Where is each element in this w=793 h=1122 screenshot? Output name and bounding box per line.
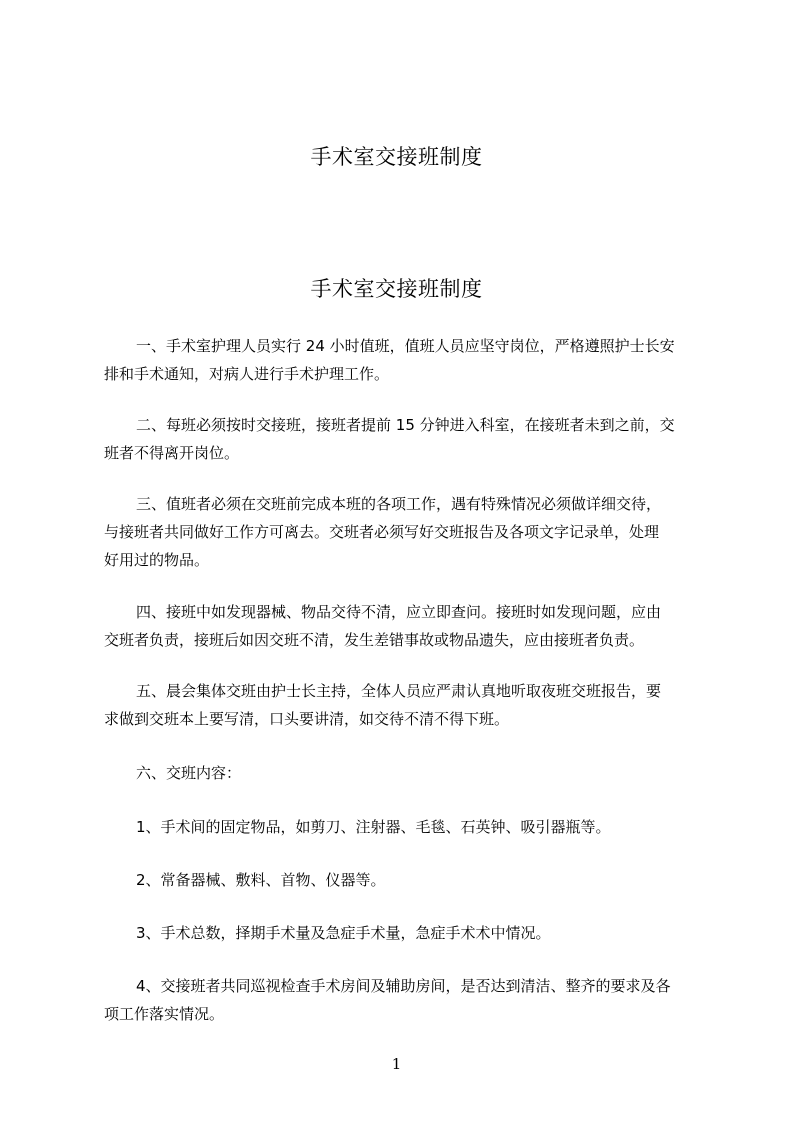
paragraph-line: 好用过的物品。: [104, 551, 210, 569]
paragraph-3: [104, 490, 712, 574]
paragraph-2: [104, 411, 712, 467]
paragraph-line: 四、接班中如发现器械、物品交待不清，应立即查问。接班时如发现问题，应由: [136, 603, 662, 621]
document-header-title: 手术室交接班制度: [310, 145, 483, 169]
list-item-1: [104, 813, 712, 841]
list-item-3: [104, 919, 712, 947]
paragraph-1: [104, 332, 712, 388]
paragraph-4: [104, 598, 712, 654]
paragraph-line: 3、手术总数，择期手术量及急症手术量，急症手术术中情况。: [136, 924, 551, 942]
document-title: 手术室交接班制度: [310, 277, 483, 301]
paragraph-line: 排和手术通知，对病人进行手术护理工作。: [104, 365, 390, 383]
page-number: 1: [391, 1055, 402, 1073]
paragraph-line: 1、手术间的固定物品，如剪刀、注射器、毛毯、石英钟、吸引器瓶等。: [136, 818, 611, 836]
list-item-4: [104, 972, 712, 1028]
paragraph-5: [104, 677, 712, 733]
paragraph-line: 一、手术室护理人员实行 24 小时值班，值班人员应坚守岗位，严格遵照护士长安: [136, 337, 675, 355]
paragraph-line: 二、每班必须按时交接班，接班者提前 15 分钟进入科室，在接班者未到之前，交: [136, 416, 675, 434]
paragraph-line: 六、交班内容：: [136, 764, 242, 782]
paragraph-line: 与接班者共同做好工作方可离去。交班者必须写好交班报告及各项文字记录单，处理: [104, 523, 660, 541]
list-item-2: [104, 866, 712, 894]
paragraph-line: 2、常备器械、敷料、首物、仪器等。: [136, 871, 386, 889]
paragraph-6: [104, 759, 712, 787]
paragraph-line: 三、值班者必须在交班前完成本班的各项工作，遇有特殊情况必须做详细交待，: [136, 495, 662, 513]
paragraph-line: 班者不得离开岗位。: [104, 444, 240, 462]
paragraph-line: 项工作落实情况。: [104, 1005, 225, 1023]
paragraph-line: 4、交接班者共同巡视检查手术房间及辅助房间，是否达到清洁、整齐的要求及各: [136, 977, 671, 995]
paragraph-line: 交班者负责，接班后如因交班不清，发生差错事故或物品遗失，应由接班者负责。: [104, 631, 645, 649]
paragraph-line: 求做到交班本上要写清，口头要讲清，如交待不清不得下班。: [104, 710, 510, 728]
paragraph-line: 五、晨会集体交班由护士长主持，全体人员应严肃认真地听取夜班交班报告，要: [136, 682, 662, 700]
